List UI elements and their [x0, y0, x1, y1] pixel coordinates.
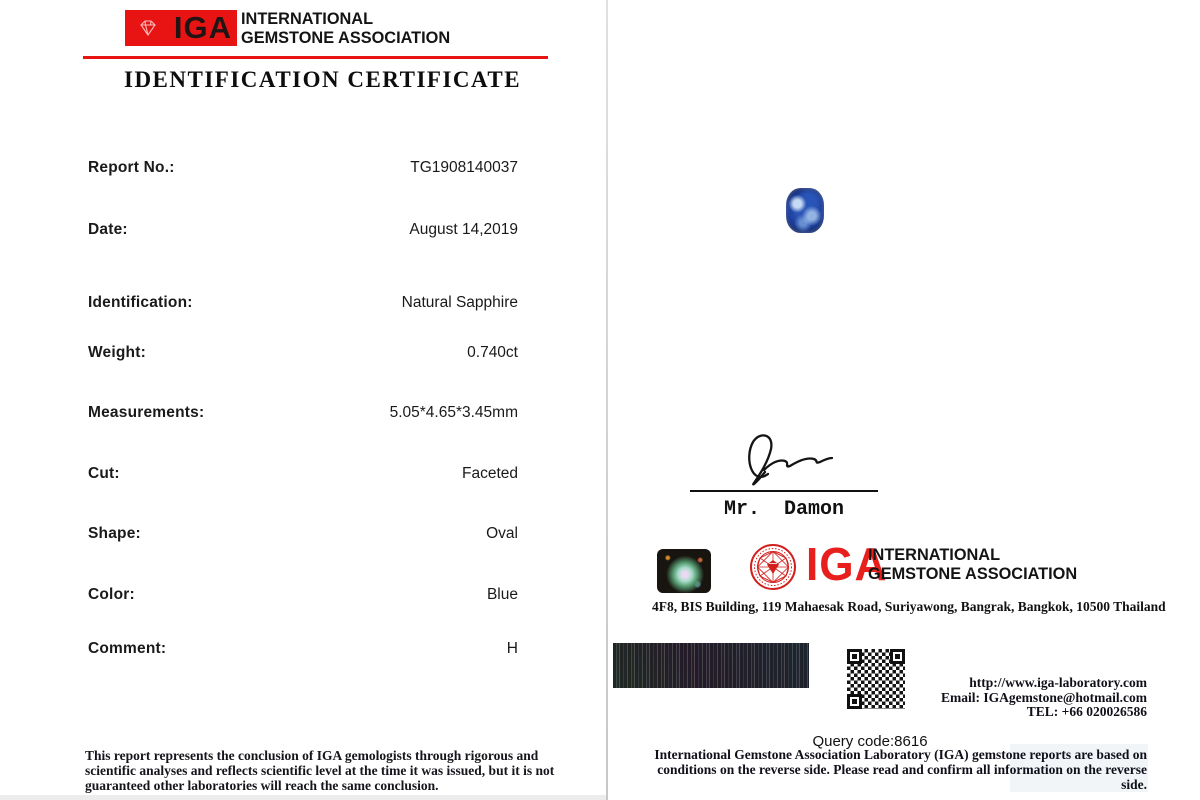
iga-logo-text-right: IGA — [806, 538, 888, 590]
query-code: Query code:8616 — [812, 733, 928, 750]
field-value: 0.740ct — [467, 344, 518, 361]
contact-block — [941, 676, 1147, 720]
tel-text: TEL: +66 020026586 — [1026, 704, 1147, 719]
qr-finder-icon — [847, 694, 862, 709]
qr-finder-icon — [847, 649, 862, 664]
org-line2: GEMSTONE ASSOCIATION — [868, 564, 1078, 583]
qr-code — [843, 645, 909, 713]
org-line1: INTERNATIONAL — [868, 545, 1001, 564]
diamond-icon — [137, 20, 159, 36]
barcode — [613, 643, 809, 688]
field-row-cut — [88, 465, 518, 483]
field-row-shape — [88, 525, 518, 543]
field-label: Color: — [88, 586, 135, 603]
header-rule — [83, 56, 548, 59]
signatory-name: Mr. Damon — [723, 498, 845, 521]
reverse-side-note: International Gemstone Association Laboratory (IGA) gemstone reports are based on conditions on the reverse side. Please read and confirm all information on the reverse side. — [654, 747, 1147, 792]
website-text: http://www.iga-laboratory.com — [969, 675, 1147, 690]
org-name-right — [868, 545, 1077, 583]
field-value: H — [506, 640, 518, 657]
field-row-date — [88, 221, 518, 239]
field-row-identification — [88, 294, 518, 312]
field-row-color — [88, 586, 518, 604]
field-label: Measurements: — [88, 404, 205, 421]
field-label: Shape: — [88, 525, 141, 542]
email-text: Email: IGAgemstone@hotmail.com — [940, 689, 1147, 705]
field-row-measurements — [88, 404, 518, 422]
fold-divider — [606, 0, 608, 800]
signature — [738, 430, 834, 488]
disclaimer-text: This report represents the conclusion of IGA gemologists through rigorous and scientific analyses and reflects scientific level at the time it was issued, but it is not guaranteed other laboratories will reach the same conclusion. — [85, 748, 555, 793]
certificate-title: IDENTIFICATION CERTIFICATE — [124, 67, 522, 92]
iga-logo-text: IGA — [173, 10, 232, 45]
gemstone-photo — [786, 188, 824, 233]
org-line2: GEMSTONE ASSOCIATION — [241, 28, 451, 47]
lab-address: 4F8, BIS Building, 119 Mahaesak Road, Suriyawong, Bangrak, Bangkok, 10500 Thailand — [652, 599, 1166, 614]
field-value: August 14,2019 — [409, 221, 518, 238]
scan-edge — [0, 795, 606, 800]
field-value: Blue — [486, 586, 518, 603]
field-label: Cut: — [88, 465, 120, 482]
qr-finder-icon — [890, 649, 905, 664]
field-label: Identification: — [88, 294, 193, 311]
org-name — [241, 9, 450, 47]
field-value: TG1908140037 — [410, 159, 518, 176]
field-label: Comment: — [88, 640, 167, 657]
field-row-comment — [88, 640, 518, 658]
hologram-sticker — [657, 549, 711, 593]
org-line1: INTERNATIONAL — [241, 9, 374, 28]
signature-line — [690, 490, 878, 492]
field-label: Date: — [88, 221, 128, 238]
iga-logo-box — [125, 10, 237, 46]
field-label: Weight: — [88, 344, 146, 361]
field-value: 5.05*4.65*3.45mm — [389, 404, 518, 421]
field-row-report-no — [88, 159, 518, 177]
field-value: Faceted — [461, 465, 518, 482]
field-label: Report No.: — [88, 159, 175, 176]
field-value: Oval — [486, 525, 518, 542]
iga-emblem-icon — [749, 543, 797, 591]
field-row-weight — [88, 344, 518, 362]
field-value: Natural Sapphire — [401, 294, 518, 311]
